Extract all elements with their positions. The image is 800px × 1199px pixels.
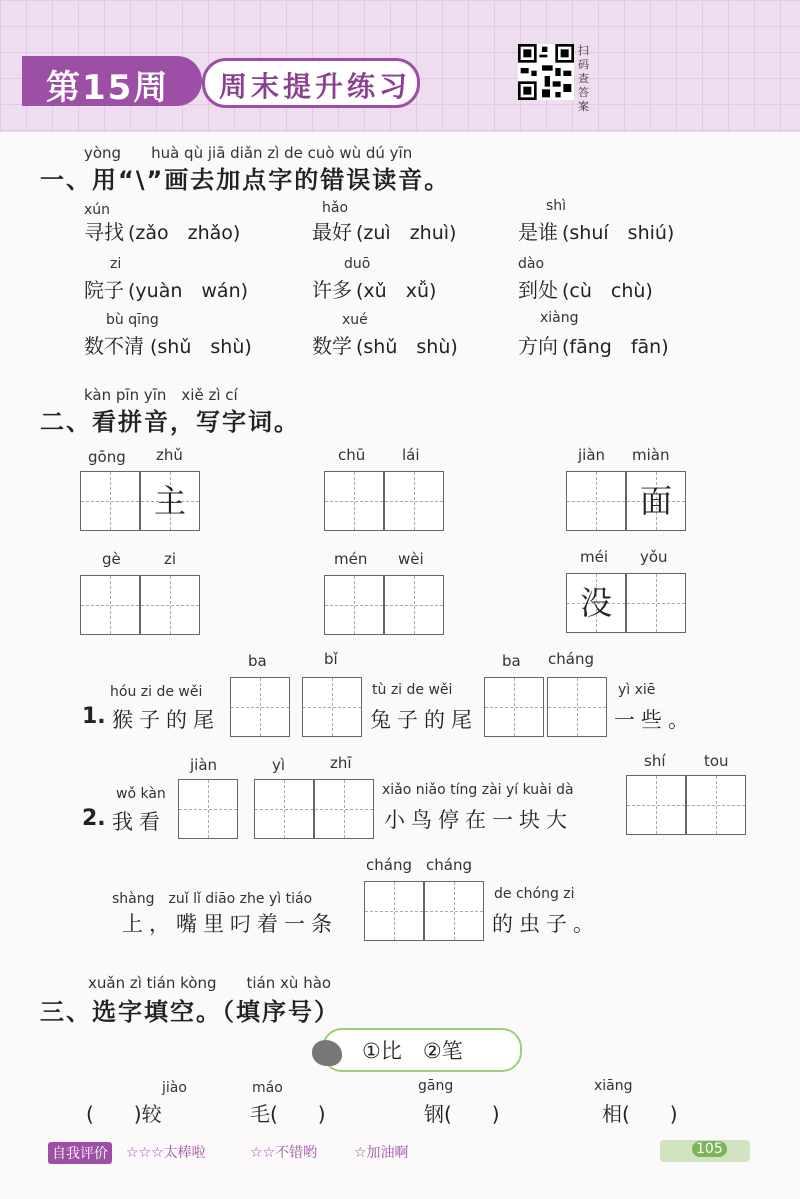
- rating-option[interactable]: ☆加油啊: [354, 1145, 409, 1161]
- item-options[interactable]: (cù chù): [562, 280, 653, 302]
- page-title: 周末提升练习: [219, 70, 412, 103]
- sentence-text: 小鸟停在一块大: [384, 808, 573, 832]
- word-pinyin: lái: [402, 446, 420, 464]
- writing-box[interactable]: [424, 881, 484, 941]
- writing-box[interactable]: [80, 575, 140, 635]
- item-pinyin: bù qīng: [106, 312, 159, 328]
- box-char: 面: [639, 482, 672, 520]
- writing-box[interactable]: [626, 573, 686, 633]
- item-word: 数不清: [84, 334, 144, 358]
- box-pinyin: zhī: [330, 754, 352, 772]
- writing-box[interactable]: [302, 677, 362, 737]
- writing-box[interactable]: [140, 575, 200, 635]
- writing-box[interactable]: [547, 677, 607, 737]
- item-pinyin: xué: [342, 312, 368, 328]
- sentence-pinyin: de chóng zi: [494, 886, 575, 902]
- writing-box[interactable]: [566, 471, 626, 531]
- item-options[interactable]: (zuì zhuì): [356, 222, 457, 244]
- rating-option[interactable]: ☆☆不错哟: [250, 1145, 318, 1161]
- section1-heading-pinyin: yòng huà qù jiā diǎn zì de cuò wù dú yīn: [84, 144, 413, 162]
- item-pinyin: xiàng: [540, 310, 579, 326]
- box-pinyin: cháng: [366, 856, 412, 874]
- rating-option[interactable]: ☆☆☆太棒啦: [126, 1145, 206, 1161]
- word-pinyin: jiàn: [578, 446, 606, 464]
- word-pinyin: mén: [334, 550, 368, 568]
- fill-blank[interactable]: 相( ): [602, 1102, 678, 1126]
- box-char: [325, 576, 383, 634]
- box-pinyin: ba: [248, 652, 267, 670]
- header-band: [0, 0, 800, 132]
- item-pinyin: duō: [344, 256, 371, 272]
- item-word: 院子: [84, 278, 124, 302]
- box-pinyin: tou: [704, 752, 729, 770]
- writing-box[interactable]: [314, 779, 374, 839]
- word-pinyin: chū: [338, 446, 366, 464]
- box-char: [141, 576, 199, 634]
- writing-box[interactable]: [626, 471, 686, 531]
- writing-box[interactable]: [80, 471, 140, 531]
- word-pinyin: gè: [102, 550, 121, 568]
- rock-icon: [312, 1040, 342, 1066]
- sentence-text: 一些。: [614, 708, 695, 732]
- box-char: 没: [579, 584, 612, 622]
- item-word: 数学: [312, 334, 352, 358]
- item-word: 最好: [312, 220, 352, 244]
- section2-heading-pinyin: kàn pīn yīn xiě zì cí: [84, 386, 238, 404]
- item-pinyin: xiāng: [594, 1078, 633, 1094]
- item-word: 许多: [312, 278, 352, 302]
- writing-box[interactable]: [324, 471, 384, 531]
- item-pinyin: shì: [546, 198, 567, 214]
- sentence-pinyin: wǒ kàn: [116, 786, 166, 802]
- item-options[interactable]: (fāng fān): [562, 336, 669, 358]
- item-options[interactable]: (shǔ shù): [356, 336, 458, 358]
- item-word: 到处: [518, 278, 558, 302]
- box-pinyin: cháng: [548, 650, 594, 668]
- item-options[interactable]: (shǔ shù): [150, 336, 252, 358]
- writing-box[interactable]: [384, 471, 444, 531]
- writing-box[interactable]: [384, 575, 444, 635]
- fill-blank[interactable]: ( )较: [86, 1102, 162, 1126]
- writing-box[interactable]: [626, 775, 686, 835]
- sentence-pinyin: yì xiē: [618, 682, 656, 698]
- box-char: [385, 576, 443, 634]
- fill-blank[interactable]: 毛( ): [250, 1102, 326, 1126]
- writing-box[interactable]: [254, 779, 314, 839]
- sentence-text: 我看: [112, 810, 166, 834]
- item-options[interactable]: (yuàn wán): [128, 280, 249, 302]
- writing-box[interactable]: [230, 677, 290, 737]
- section3-heading-pinyin: xuǎn zì tián kòng tián xù hào: [88, 974, 332, 992]
- item-options[interactable]: (zǎo zhǎo): [128, 222, 241, 244]
- box-char: [325, 472, 383, 530]
- item-pinyin: zi: [110, 256, 122, 272]
- box-pinyin: shí: [644, 752, 666, 770]
- writing-box[interactable]: [566, 573, 626, 633]
- choice-options: ①比 ②笔: [362, 1039, 463, 1063]
- writing-box[interactable]: [686, 775, 746, 835]
- sentence-text: 兔子的尾: [370, 708, 478, 732]
- word-pinyin: yǒu: [640, 548, 668, 566]
- sentence-number: 1.: [82, 704, 106, 729]
- box-char: 主: [153, 482, 186, 520]
- word-pinyin: méi: [580, 548, 609, 566]
- box-pinyin: jiàn: [190, 756, 218, 774]
- box-char: [81, 576, 139, 634]
- sentence-pinyin: xiǎo niǎo tíng zài yí kuài dà: [382, 782, 574, 798]
- writing-box[interactable]: [178, 779, 238, 839]
- word-pinyin: zhǔ: [156, 446, 183, 464]
- word-pinyin: zi: [164, 550, 177, 568]
- box-pinyin: yì: [272, 756, 286, 774]
- sentence-pinyin: hóu zi de wěi: [110, 684, 203, 700]
- box-pinyin: ba: [502, 652, 521, 670]
- section2-heading: 二、看拼音，写字词。: [40, 408, 300, 436]
- item-pinyin: jiào: [162, 1080, 187, 1096]
- word-pinyin: gōng: [88, 448, 126, 466]
- sentence-number: 2.: [82, 806, 106, 831]
- item-options[interactable]: (shuí shiú): [562, 222, 675, 244]
- week-label: 第15周: [46, 68, 170, 108]
- sentence-pinyin: tù zi de wěi: [372, 682, 453, 698]
- box-char: [385, 472, 443, 530]
- page-number: 105: [692, 1141, 727, 1157]
- word-pinyin: wèi: [398, 550, 424, 568]
- item-pinyin: xún: [84, 202, 111, 218]
- item-pinyin: máo: [252, 1080, 283, 1096]
- box-char: [627, 574, 685, 632]
- item-word: 寻找: [84, 220, 124, 244]
- sentence-text: 的虫子。: [492, 912, 600, 936]
- section1-heading: 一、用“\”画去加点字的错误读音。: [40, 166, 451, 194]
- sentence-text: 猴子的尾: [112, 708, 220, 732]
- qr-code-icon[interactable]: [518, 44, 574, 100]
- item-pinyin: gāng: [418, 1078, 454, 1094]
- word-pinyin: miàn: [632, 446, 670, 464]
- box-char: [567, 472, 625, 530]
- item-pinyin: hǎo: [322, 200, 349, 216]
- writing-box[interactable]: [484, 677, 544, 737]
- box-char: [81, 472, 139, 530]
- week-badge: [22, 56, 202, 106]
- box-pinyin: bǐ: [324, 650, 338, 668]
- self-evaluation-label: 自我评价: [48, 1142, 112, 1164]
- fill-blank[interactable]: 钢( ): [424, 1102, 500, 1126]
- writing-box[interactable]: [364, 881, 424, 941]
- box-pinyin: cháng: [426, 856, 472, 874]
- item-word: 方向: [518, 334, 558, 358]
- item-pinyin: dào: [518, 256, 545, 272]
- sentence-pinyin: shàng zuǐ lǐ diāo zhe yì tiáo: [112, 891, 313, 907]
- qr-label: 扫码查答案: [578, 44, 589, 113]
- writing-box[interactable]: [324, 575, 384, 635]
- item-options[interactable]: (xǔ xǚ): [356, 280, 437, 302]
- writing-box[interactable]: [140, 471, 200, 531]
- sentence-text: 上，嘴里叼着一条: [122, 912, 338, 936]
- title-pill: [202, 58, 420, 108]
- section3-heading: 三、选字填空。（填序号）: [40, 998, 340, 1026]
- item-word: 是谁: [518, 220, 558, 244]
- page-number-badge: [660, 1140, 750, 1162]
